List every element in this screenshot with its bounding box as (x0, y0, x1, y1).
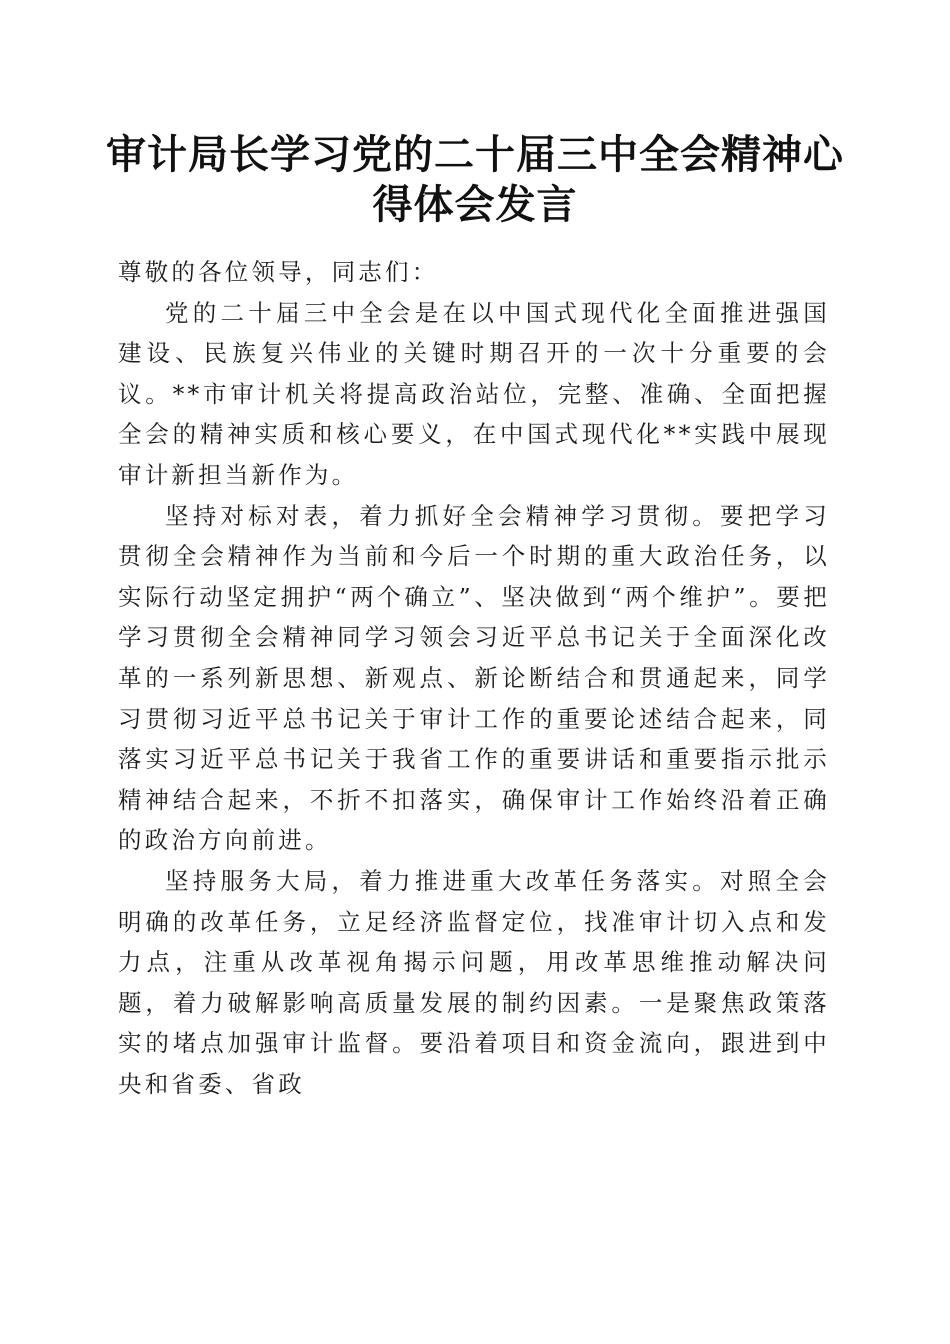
greeting-line: 尊敬的各位领导，同志们： (118, 258, 439, 286)
paragraph: 坚持服务大局，着力推进重大改革任务落实。对照全会明确的改革任务，立足经济监督定位，找准审计切入点和发力点，注重从改革视角揭示问题，用改革思维推动解决问题，着力破解影响高质量发展的制约因素。一是聚焦政策落实的堵点加强审计监督。要沿着项目和资金流向，跟进到中央和省委、省政 (118, 866, 830, 1098)
document-title: 审计局长学习党的二十届三中全会精神心得体会发言 (106, 131, 844, 228)
document-body (118, 252, 830, 1104)
paragraph: 坚持对标对表，着力抓好全会精神学习贯彻。要把学习贯彻全会精神作为当前和今后一个时期的重大政治任务，以实际行动坚定拥护“两个确立”、坚决做到“两个维护”。要把学习贯彻全会精神同学习领会习近平总书记关于全面深化改革的一系列新思想、新观点、新论断结合和贯通起来，同学习贯彻习近平总书记关于审计工作的重要论述结合起来，同落实习近平总书记关于我省工作的重要讲话和重要指示批示精神结合起来，不折不扣落实，确保审计工作始终沿着正确的政治方向前进。 (118, 501, 830, 855)
paragraph: 党的二十届三中全会是在以中国式现代化全面推进强国建设、民族复兴伟业的关键时期召开的一次十分重要的会议。**市审计机关将提高政治站位，完整、准确、全面把握全会的精神实质和核心要义，在中国式现代化**实践中展现审计新担当新作为。 (118, 298, 830, 489)
